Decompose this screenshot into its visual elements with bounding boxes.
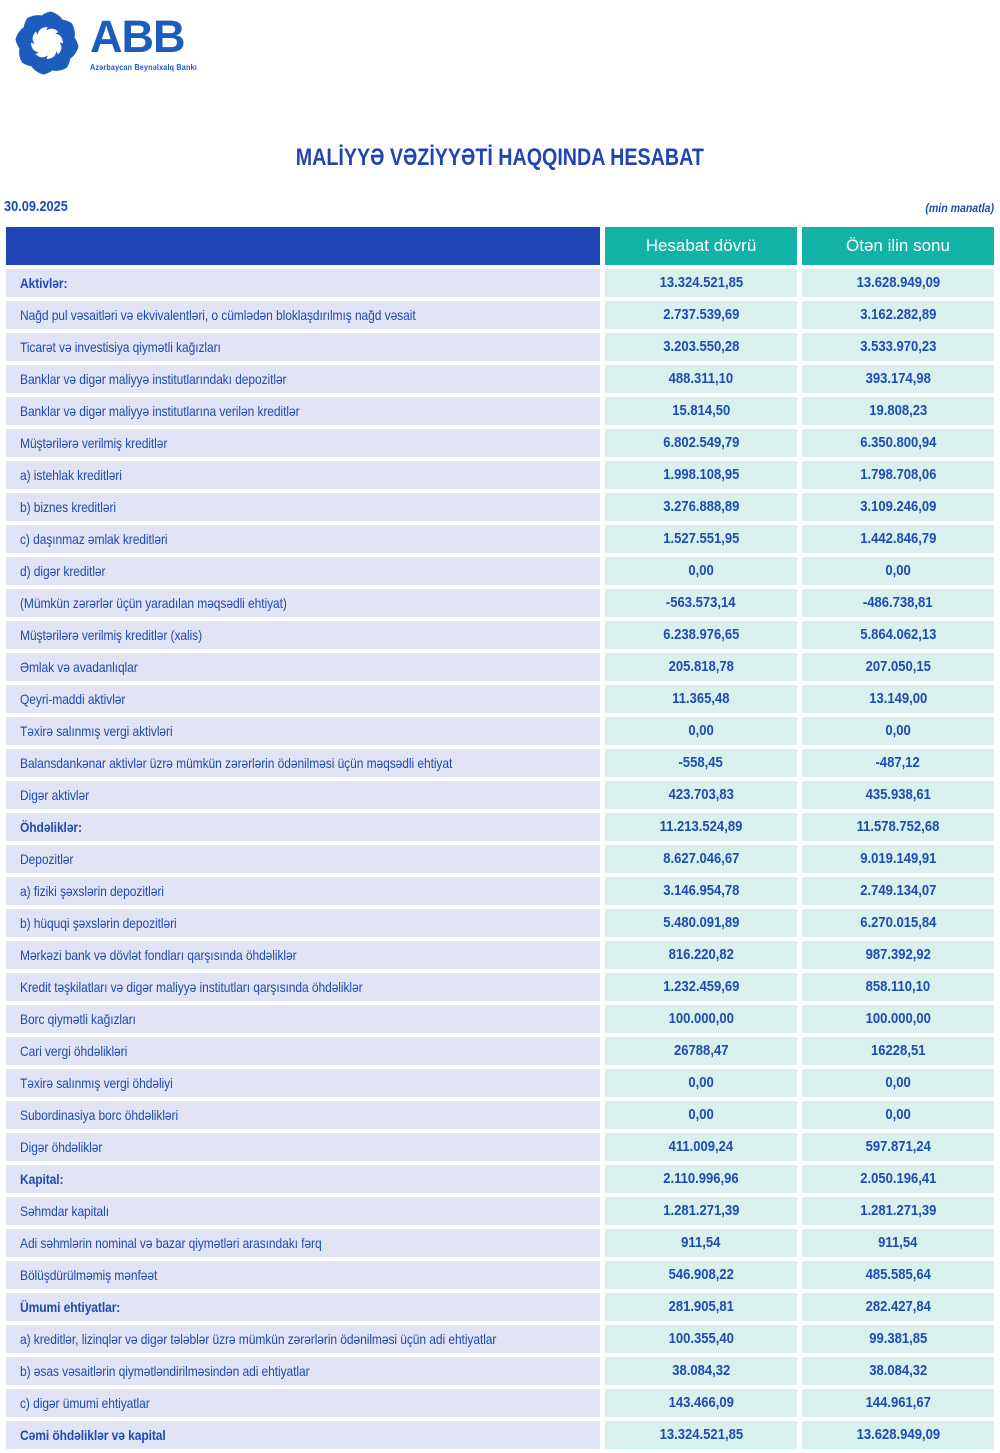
row-current-value: 5.480.091,89 [605, 909, 797, 937]
table-row [6, 781, 994, 809]
row-previous-value: 485.585,64 [802, 1261, 994, 1289]
row-previous-value: 0,00 [802, 557, 994, 585]
row-previous-value: 435.938,61 [802, 781, 994, 809]
row-label: Banklar və digər maliyyə institutlarındakı depozitlər [6, 365, 600, 393]
row-previous-value: 911,54 [802, 1229, 994, 1257]
row-current-value: 205.818,78 [605, 653, 797, 681]
row-previous-value: 282.427,84 [802, 1293, 994, 1321]
row-current-value: 11.365,48 [605, 685, 797, 713]
table-row [6, 493, 994, 521]
row-previous-value: 13.628.949,09 [802, 1421, 994, 1449]
row-label: Kredit təşkilatları və digər maliyyə institutları qarşısında öhdəliklər [6, 973, 600, 1001]
row-current-value: -558,45 [605, 749, 797, 777]
row-previous-value: 0,00 [802, 1101, 994, 1129]
table-row [6, 1165, 994, 1193]
table-row [6, 1293, 994, 1321]
row-current-value: 11.213.524,89 [605, 813, 797, 841]
table-row [6, 429, 994, 457]
row-current-value: 911,54 [605, 1229, 797, 1257]
bank-logo-text [90, 11, 209, 72]
table-header-row [6, 227, 994, 265]
table-row [6, 589, 994, 617]
bank-subtitle: Azərbaycan Beynəlxalq Bankı [90, 63, 197, 72]
table-row [6, 653, 994, 681]
row-previous-value: 6.350.800,94 [802, 429, 994, 457]
row-label: Öhdəliklər: [6, 813, 600, 841]
row-current-value: 0,00 [605, 717, 797, 745]
row-current-value: 2.110.996,96 [605, 1165, 797, 1193]
row-label: b) əsas vəsaitlərin qiymətləndirilməsindən adi ehtiyatlar [6, 1357, 600, 1385]
row-label: Depozitlər [6, 845, 600, 873]
page-title-text: MALİYYƏ VƏZİYYƏTİ HAQQINDA HESABAT [295, 144, 705, 171]
row-label: Qeyri-maddi aktivlər [6, 685, 600, 713]
row-current-value: 13.324.521,85 [605, 1421, 797, 1449]
page-title [0, 144, 1000, 172]
row-previous-value: 13.149,00 [802, 685, 994, 713]
financial-position-table [1, 223, 999, 1453]
row-previous-value: 1.442.846,79 [802, 525, 994, 553]
row-previous-value: 2.749.134,07 [802, 877, 994, 905]
row-previous-value: -486.738,81 [802, 589, 994, 617]
row-current-value: 546.908,22 [605, 1261, 797, 1289]
financial-statement-page [0, 4, 1000, 1453]
table-row [6, 1261, 994, 1289]
row-current-value: 423.703,83 [605, 781, 797, 809]
header-current-period: Hesabat dövrü [605, 227, 797, 265]
table-row [6, 365, 994, 393]
row-current-value: 3.146.954,78 [605, 877, 797, 905]
row-label: a) istehlak kreditləri [6, 461, 600, 489]
row-current-value: 3.203.550,28 [605, 333, 797, 361]
row-previous-value: 393.174,98 [802, 365, 994, 393]
row-previous-value: 0,00 [802, 717, 994, 745]
table-row [6, 1101, 994, 1129]
row-label: Nağd pul vəsaitləri və ekvivalentləri, o cümlədən bloklaşdırılmış nağd vəsait [6, 301, 600, 329]
row-previous-value: 3.109.246,09 [802, 493, 994, 521]
row-label: d) digər kreditlər [6, 557, 600, 585]
table-row [6, 845, 994, 873]
row-label: Cari vergi öhdəlikləri [6, 1037, 600, 1065]
row-label: Adi səhmlərin nominal və bazar qiymətləri arasındakı fərq [6, 1229, 600, 1257]
row-previous-value: 987.392,92 [802, 941, 994, 969]
row-label: b) hüquqi şəxslərin depozitləri [6, 909, 600, 937]
currency-unit-note: (min manatla) [925, 201, 994, 215]
row-current-value: 1.281.271,39 [605, 1197, 797, 1225]
table-row [6, 333, 994, 361]
row-current-value: 6.802.549,79 [605, 429, 797, 457]
row-current-value: 488.311,10 [605, 365, 797, 393]
table-row [6, 1229, 994, 1257]
row-label: Digər öhdəliklər [6, 1133, 600, 1161]
row-label: Balansdankənar aktivlər üzrə mümkün zərərlərin ödənilməsi üçün məqsədli ehtiyat [6, 749, 600, 777]
header-empty-cell [6, 227, 600, 265]
table-row [6, 301, 994, 329]
row-previous-value: 1.281.271,39 [802, 1197, 994, 1225]
row-label: c) digər ümumi ehtiyatlar [6, 1389, 600, 1417]
table-row [6, 813, 994, 841]
row-current-value: 100.000,00 [605, 1005, 797, 1033]
row-current-value: 6.238.976,65 [605, 621, 797, 649]
row-current-value: 1.998.108,95 [605, 461, 797, 489]
row-previous-value: 13.628.949,09 [802, 269, 994, 297]
row-label: Səhmdar kapitalı [6, 1197, 600, 1225]
table-row [6, 685, 994, 713]
table-row [6, 1037, 994, 1065]
table-row [6, 941, 994, 969]
row-current-value: 38.084,32 [605, 1357, 797, 1385]
table-row [6, 525, 994, 553]
row-current-value: 2.737.539,69 [605, 301, 797, 329]
row-label: Ümumi ehtiyatlar: [6, 1293, 600, 1321]
row-label: Mərkəzi bank və dövlət fondları qarşısında öhdəliklər [6, 941, 600, 969]
table-row [6, 461, 994, 489]
table-row [6, 1005, 994, 1033]
row-previous-value: 0,00 [802, 1069, 994, 1097]
header-previous-year-end: Ötən ilin sonu [802, 227, 994, 265]
row-current-value: 0,00 [605, 1069, 797, 1097]
row-previous-value: 99.381,85 [802, 1325, 994, 1353]
row-current-value: 100.355,40 [605, 1325, 797, 1353]
table-row [6, 1197, 994, 1225]
row-current-value: 1.527.551,95 [605, 525, 797, 553]
row-label: a) kreditlər, lizinqlər və digər tələblər üzrə mümkün zərərlərin ödənilməsi üçün adi ehtiyatlar [6, 1325, 600, 1353]
row-previous-value: 6.270.015,84 [802, 909, 994, 937]
table-row [6, 269, 994, 297]
row-label: (Mümkün zərərlər üçün yaradılan məqsədli ehtiyat) [6, 589, 600, 617]
row-label: Ticarət və investisiya qiymətli kağızları [6, 333, 600, 361]
table-row [6, 877, 994, 905]
table-row [6, 717, 994, 745]
row-label: Bölüşdürülməmiş mənfəət [6, 1261, 600, 1289]
row-label: Kapital: [6, 1165, 600, 1193]
row-current-value: 0,00 [605, 1101, 797, 1129]
report-date: 30.09.2025 [4, 198, 68, 215]
row-current-value: 1.232.459,69 [605, 973, 797, 1001]
row-previous-value: 1.798.708,06 [802, 461, 994, 489]
row-label: Təxirə salınmış vergi aktivləri [6, 717, 600, 745]
row-previous-value: 3.533.970,23 [802, 333, 994, 361]
row-current-value: 26788,47 [605, 1037, 797, 1065]
row-current-value: 3.276.888,89 [605, 493, 797, 521]
table-row [6, 397, 994, 425]
row-previous-value: 19.808,23 [802, 397, 994, 425]
row-current-value: 15.814,50 [605, 397, 797, 425]
row-current-value: 8.627.046,67 [605, 845, 797, 873]
row-label: b) biznes kreditləri [6, 493, 600, 521]
row-label: a) fiziki şəxslərin depozitləri [6, 877, 600, 905]
meta-row [4, 198, 994, 215]
row-label: c) daşınmaz əmlak kreditləri [6, 525, 600, 553]
bank-name: ABB [90, 11, 185, 62]
table-row [6, 1325, 994, 1353]
row-label: Təxirə salınmış vergi öhdəliyi [6, 1069, 600, 1097]
row-previous-value: 207.050,15 [802, 653, 994, 681]
row-current-value: 13.324.521,85 [605, 269, 797, 297]
row-previous-value: 9.019.149,91 [802, 845, 994, 873]
table-row [6, 909, 994, 937]
row-current-value: 816.220,82 [605, 941, 797, 969]
row-label: Cəmi öhdəliklər və kapital [6, 1421, 600, 1449]
table-row [6, 1069, 994, 1097]
row-label: Borc qiymətli kağızları [6, 1005, 600, 1033]
row-current-value: -563.573,14 [605, 589, 797, 617]
row-previous-value: 5.864.062,13 [802, 621, 994, 649]
row-previous-value: 3.162.282,89 [802, 301, 994, 329]
row-previous-value: 597.871,24 [802, 1133, 994, 1161]
row-current-value: 143.466,09 [605, 1389, 797, 1417]
bank-logo [12, 4, 1000, 88]
table-row [6, 557, 994, 585]
row-current-value: 0,00 [605, 557, 797, 585]
row-label: Müştərilərə verilmiş kreditlər (xalis) [6, 621, 600, 649]
row-previous-value: 100.000,00 [802, 1005, 994, 1033]
row-previous-value: 16228,51 [802, 1037, 994, 1065]
table-row [6, 1389, 994, 1417]
row-previous-value: 11.578.752,68 [802, 813, 994, 841]
row-previous-value: 144.961,67 [802, 1389, 994, 1417]
row-current-value: 281.905,81 [605, 1293, 797, 1321]
row-label: Müştərilərə verilmiş kreditlər [6, 429, 600, 457]
row-previous-value: 858.110,10 [802, 973, 994, 1001]
row-label: Banklar və digər maliyyə institutlarına verilən kreditlər [6, 397, 600, 425]
table-row [6, 1357, 994, 1385]
table-row [6, 621, 994, 649]
row-label: Əmlak və avadanlıqlar [6, 653, 600, 681]
row-previous-value: -487,12 [802, 749, 994, 777]
row-previous-value: 38.084,32 [802, 1357, 994, 1385]
abb-swirl-icon [12, 4, 82, 82]
row-previous-value: 2.050.196,41 [802, 1165, 994, 1193]
row-label: Subordinasiya borc öhdəlikləri [6, 1101, 600, 1129]
table-row [6, 1133, 994, 1161]
row-label: Aktivlər: [6, 269, 600, 297]
table-row [6, 1421, 994, 1449]
row-current-value: 411.009,24 [605, 1133, 797, 1161]
table-row [6, 973, 994, 1001]
row-label: Digər aktivlər [6, 781, 600, 809]
table-row [6, 749, 994, 777]
